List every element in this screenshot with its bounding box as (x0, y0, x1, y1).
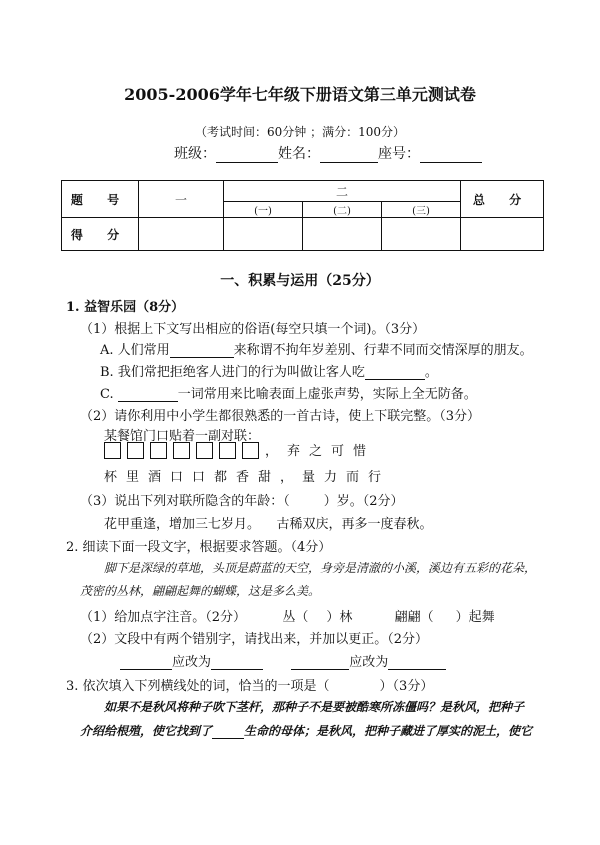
score-label: 得 分 (62, 218, 139, 251)
sub-col-2: (二) (303, 202, 382, 218)
wrong-char-1[interactable] (120, 656, 172, 670)
q1-c-text: C. (100, 387, 118, 402)
char-box[interactable] (219, 442, 236, 459)
name-field[interactable] (320, 148, 378, 163)
class-field[interactable] (216, 148, 278, 163)
section-title: 一、积累与运用（25分） (220, 273, 380, 289)
q2-p1-b-post: ）起舞 (455, 610, 495, 625)
q1-a-text: A. 人们常用 (100, 343, 170, 358)
right-char-2[interactable] (388, 656, 446, 670)
score-cell-total[interactable] (461, 218, 544, 251)
q1-a-text-post: 来称谓不拘年岁差别、行辈不同而交情深厚的朋友。 (233, 343, 533, 358)
q1-p3-text-post: ）岁。（2分） (323, 494, 404, 509)
q1-part2: （2）请你利用中小学生都很熟悉的一首古诗，使上下联完整。（3分） (80, 409, 481, 424)
col-two: 二 (224, 181, 461, 202)
q1-a-blank[interactable] (170, 344, 234, 358)
name-label: 姓名： (278, 146, 320, 162)
char-box[interactable] (173, 442, 190, 459)
seat-label: 座号： (378, 146, 420, 162)
score-cell-3[interactable] (303, 218, 382, 251)
q3-title-post: ）（3分） (379, 679, 434, 694)
q3-title-text: 3. 依次填入下列横线处的词，恰当的一项是（ (66, 679, 330, 694)
q2-passage-line2: 茂密的丛林，翩翩起舞的蝴蝶，这是多么美。 (80, 584, 321, 598)
couplet-left: 杯里酒口口都香甜，量力而行 (104, 470, 391, 485)
q1-c-text-post: 一词常用来比喻表面上虚张声势，实际上全无防备。 (177, 387, 477, 402)
score-cell-4[interactable] (382, 218, 461, 251)
q3-passage-line2 (80, 722, 532, 739)
q1-b-text: B. 我们常把拒绝客人进门的行为叫做让客人吃 (100, 365, 365, 380)
wrong-char-2[interactable] (291, 656, 349, 670)
q1-title: 1. 益智乐园（8分） (66, 300, 185, 315)
q1-item-c (100, 383, 477, 402)
q2-title: 2. 细读下面一段文字，根据要求答题。（4分） (66, 540, 332, 555)
page-title: 2005-2006学年七年级下册语文第三单元测试卷 (124, 85, 476, 104)
q3-blank[interactable] (212, 725, 244, 739)
sub-col-1: (一) (224, 202, 303, 218)
couplet-blank-boxes (104, 440, 375, 459)
q1-part3 (80, 490, 404, 509)
q3-title (66, 675, 433, 694)
age-couplet: 花甲重逢，增加三七岁月。 古稀双庆，再多一度春秋。 (104, 517, 433, 532)
q2-p1-a-post: ）林 (326, 610, 353, 625)
q1-b-blank[interactable] (365, 366, 425, 380)
sub-col-3: (三) (382, 202, 461, 218)
q2-passage-line1: 脚下是深绿的草地，头顶是蔚蓝的天空，身旁是清澈的小溪，溪边有五彩的花朵， (104, 561, 537, 575)
couplet-right: ，弃之可惜 (265, 444, 376, 459)
q3-passage2-pre: 介绍给根殖，使它找到了 (80, 724, 213, 738)
q2-fix-line (120, 651, 446, 670)
q1-b-text-post: 。 (424, 365, 438, 380)
q2-p1-text: （1）给加点字注音。（2分） (80, 610, 247, 625)
char-box[interactable] (196, 442, 213, 459)
student-info-line (174, 143, 482, 163)
char-box[interactable] (127, 442, 144, 459)
char-box[interactable] (242, 442, 259, 459)
char-box[interactable] (150, 442, 167, 459)
q2-part1 (80, 606, 495, 625)
right-char-1[interactable] (211, 656, 263, 670)
score-cell-2[interactable] (224, 218, 303, 251)
score-table (61, 180, 544, 251)
q2-p1-b: 翩翩（ (394, 610, 434, 625)
score-cell-1[interactable] (139, 218, 224, 251)
q3-passage-line1: 如果不是秋风将种子吹下茎杆，那种子不是要被酷寒所冻僵吗？是秋风，把种子 (104, 700, 525, 714)
row-header: 题 号 (62, 181, 139, 218)
class-label: 班级： (174, 146, 216, 162)
q1-p3-text: （3）说出下列对联所隐含的年龄：（ (80, 494, 290, 509)
q1-part1: （1）根据上下文写出相应的俗语(每空只填一个词)。（3分） (80, 322, 426, 337)
fix-label-1: 应改为 (172, 655, 212, 670)
seat-field[interactable] (420, 148, 482, 163)
col-total: 总 分 (461, 181, 544, 218)
col-one: 一 (139, 181, 224, 218)
q2-part2: （2）文段中有两个错别字，请找出来，并加以更正。（2分） (80, 632, 429, 647)
q1-item-b (100, 361, 438, 380)
fix-label-2: 应改为 (349, 655, 389, 670)
q1-part2-sub: 某餐馆门口贴着一副对联： (104, 429, 261, 444)
q3-passage2-post: 生命的母体；是秋风，把种子藏进了厚实的泥土，使它 (244, 724, 533, 738)
char-box[interactable] (104, 442, 121, 459)
q2-p1-a: 丛（ (282, 610, 309, 625)
q1-item-a (100, 339, 533, 358)
q1-c-blank[interactable] (118, 388, 178, 402)
exam-info: （考试时间：60分钟 ；满分：100分） (195, 125, 405, 139)
